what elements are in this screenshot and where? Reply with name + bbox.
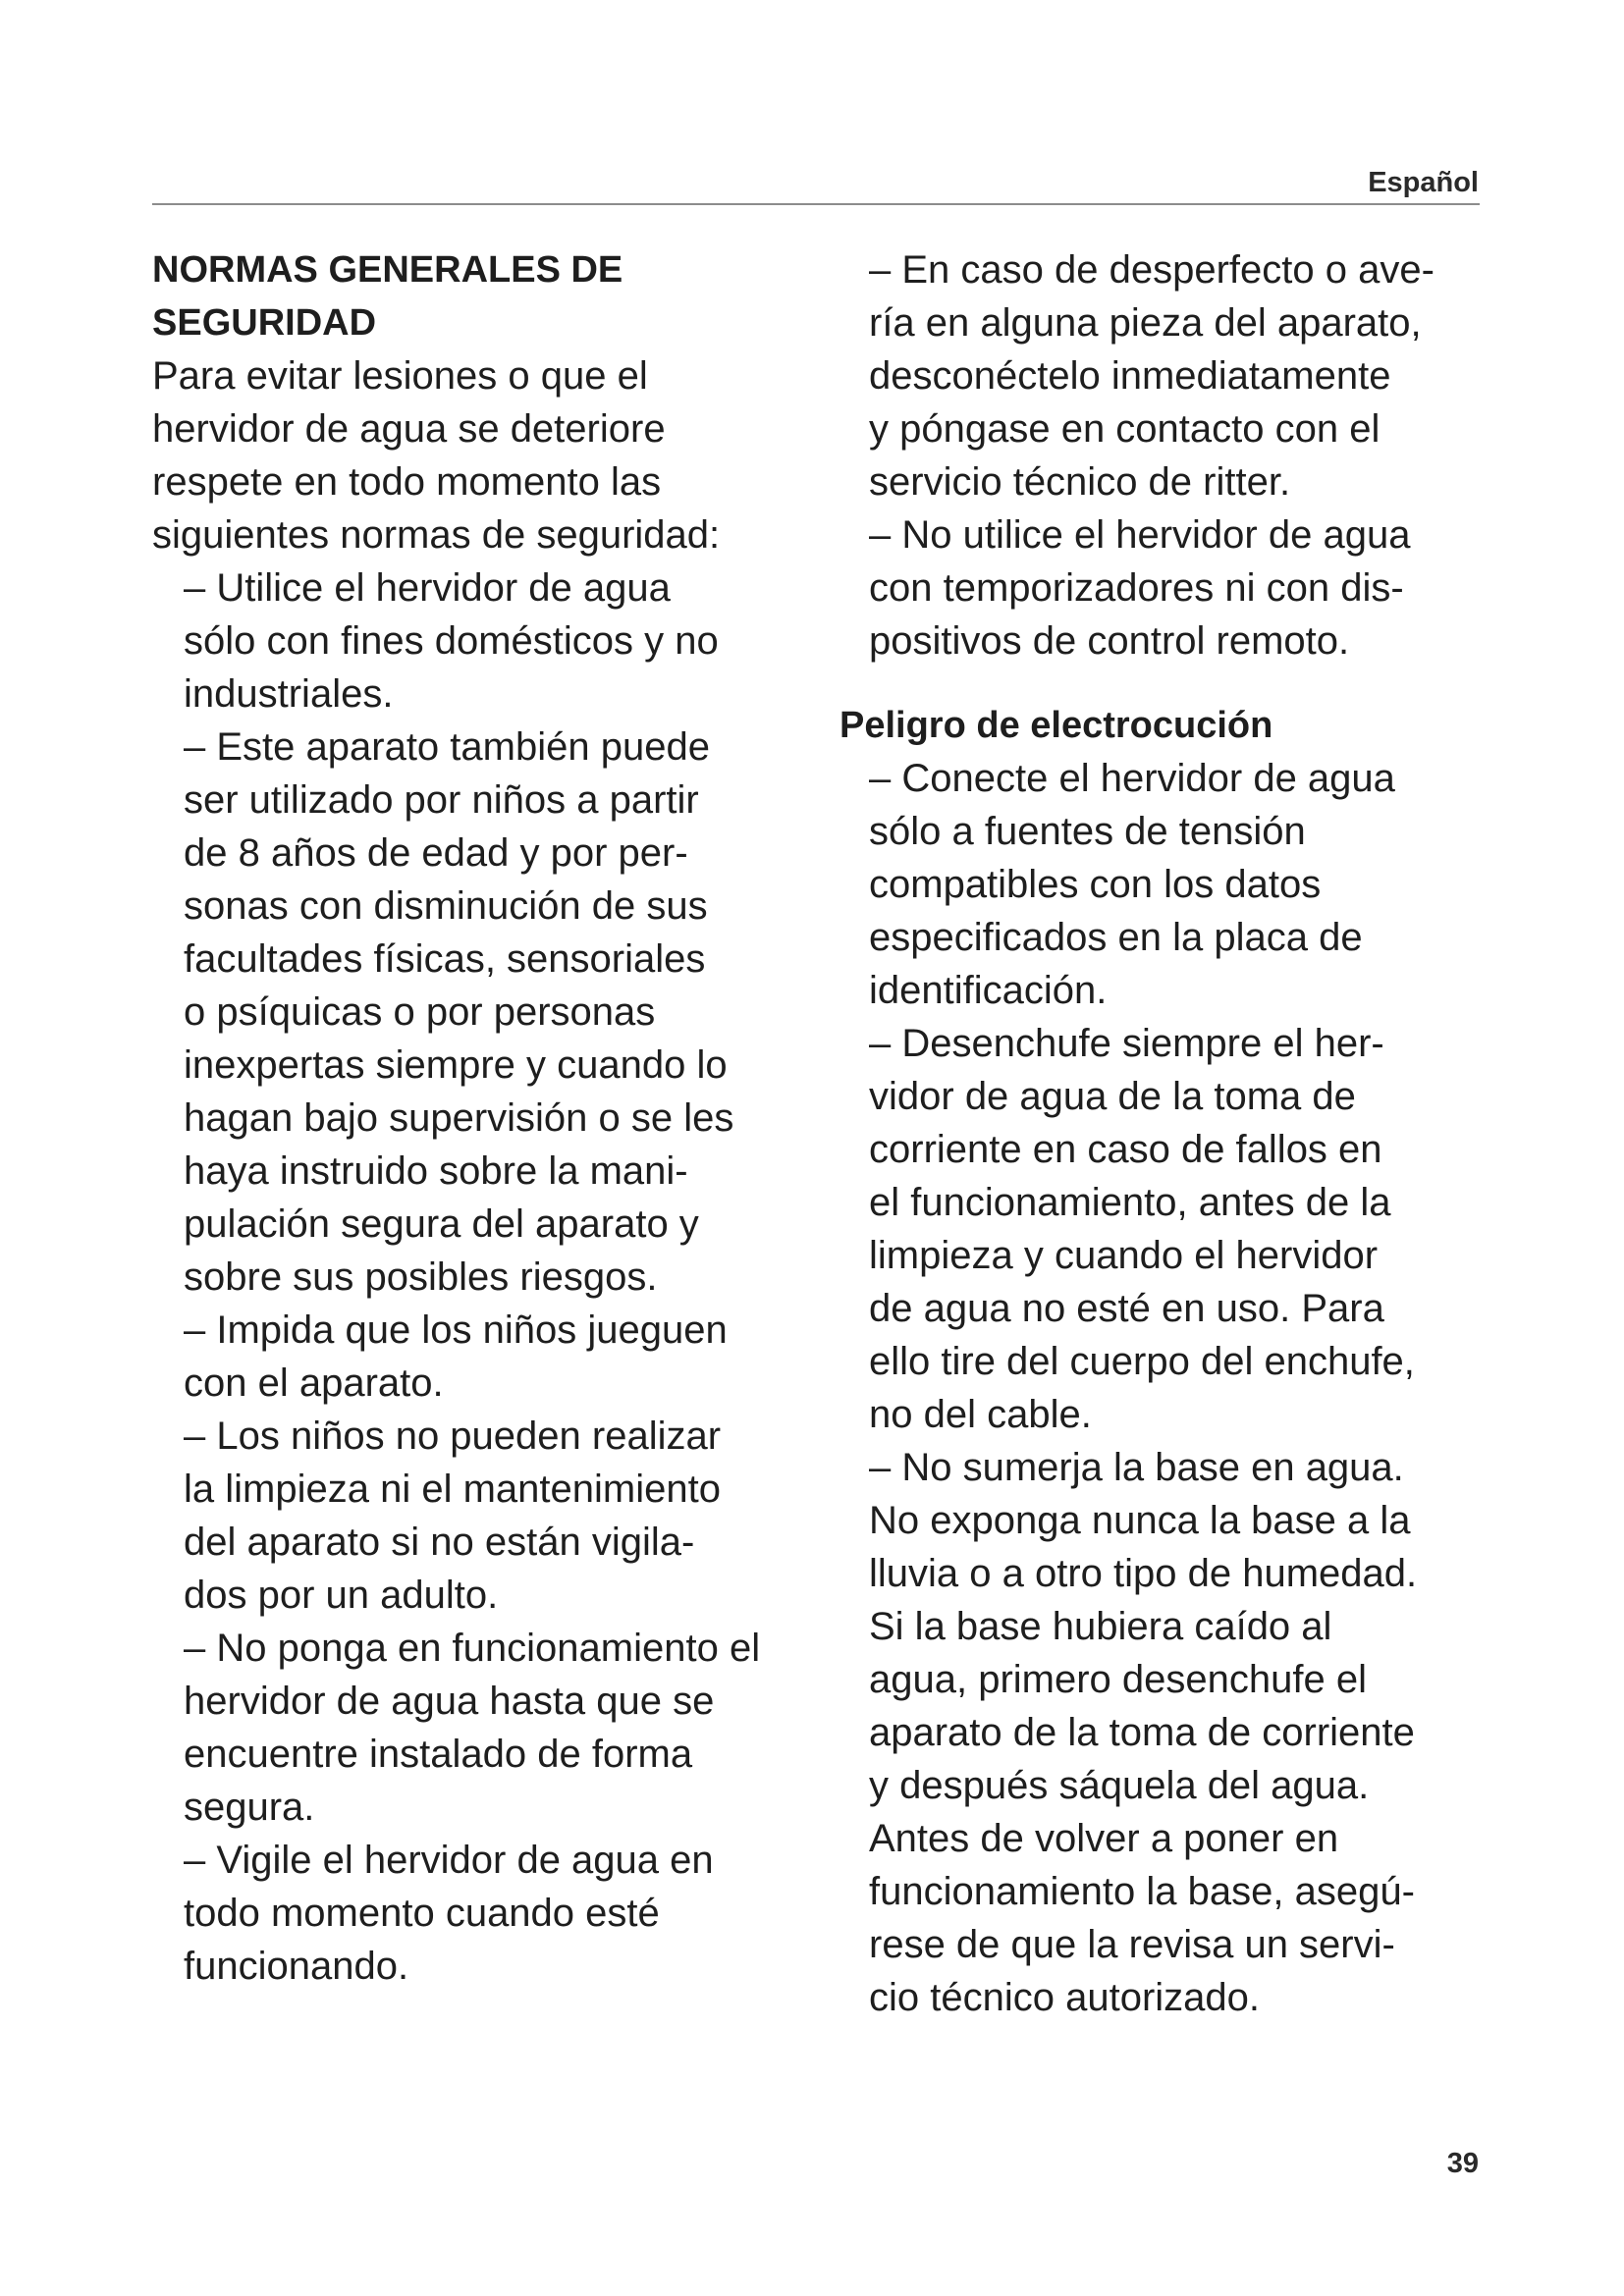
list-line: aparato de la toma de corriente [869,1711,1415,1754]
list-line: – En caso de desperfecto o ave- [869,248,1435,292]
list-line: de agua no esté en uso. Para [869,1287,1384,1330]
continued-list [839,243,1488,667]
list-line: – No ponga en funcionamiento el [184,1627,761,1670]
list-line: de 8 años de edad y por per- [184,831,688,875]
list-line: – No sumerja la base en agua. [869,1446,1404,1489]
list-line: corriente en caso de fallos en [869,1128,1382,1171]
spacer [839,667,1488,699]
intro-line: hervidor de agua se deteriore [152,407,666,451]
list-line: desconéctelo inmediatamente [869,354,1391,398]
list-line: segura. [184,1786,315,1829]
list-line: positivos de control remoto. [869,619,1350,663]
list-line: limpieza y cuando el hervidor [869,1234,1379,1277]
list-line: hervidor de agua hasta que se [184,1680,715,1723]
intro-paragraph [152,349,859,561]
safety-list [152,561,859,1993]
list-line: hagan bajo supervisión o se les [184,1096,734,1140]
list-line: servicio técnico de ritter. [869,460,1291,504]
list-line: – Desenchufe siempre el her- [869,1022,1384,1065]
intro-line: Para evitar lesiones o que el [152,354,648,398]
list-line: – Impida que los niños jueguen [184,1308,728,1352]
list-line: sólo con fines domésticos y no [184,619,719,663]
list-line: del aparato si no están vigila- [184,1521,695,1564]
intro-line: siguientes normas de seguridad: [152,513,721,557]
list-line: la limpieza ni el mantenimiento [184,1468,721,1511]
list-line: dos por un adulto. [184,1574,499,1617]
intro-line: respete en todo momento las [152,460,662,504]
list-line: facultades físicas, sensoriales [184,937,706,981]
list-line: – Conecte el hervidor de agua [869,757,1395,800]
list-line: – Los niños no pueden realizar [184,1415,722,1458]
electrocution-list [839,752,1488,2024]
left-column [152,243,859,1993]
list-line: con el aparato. [184,1362,444,1405]
list-line: No exponga nunca la base a la [869,1499,1411,1542]
list-line: Si la base hubiera caído al [869,1605,1332,1648]
list-line: y póngase en contacto con el [869,407,1380,451]
list-line: sonas con disminución de sus [184,884,708,928]
list-line: cio técnico autorizado. [869,1976,1261,2019]
list-line: ser utilizado por niños a partir [184,778,699,822]
header-language: Español [1368,167,1479,198]
list-line: Antes de volver a poner en [869,1817,1339,1860]
subsection-heading: Peligro de electrocución [839,705,1273,746]
list-line: sobre sus posibles riesgos. [184,1255,658,1299]
list-line: haya instruido sobre la mani- [184,1149,688,1193]
list-line: con temporizadores ni con dis- [869,566,1404,610]
list-line: lluvia o a otro tipo de humedad. [869,1552,1418,1595]
list-line: todo momento cuando esté [184,1892,660,1935]
list-line: especificados en la placa de [869,916,1363,959]
header-divider [152,203,1480,205]
list-line: encuentre instalado de forma [184,1733,693,1776]
list-line: industriales. [184,672,394,716]
section-heading-line-2: SEGURIDAD [152,302,377,344]
list-line: agua, primero desenchufe el [869,1658,1367,1701]
list-line: – No utilice el hervidor de agua [869,513,1411,557]
list-line: pulación segura del aparato y [184,1202,699,1246]
list-line: no del cable. [869,1393,1092,1436]
section-heading-line-1: NORMAS GENERALES DE [152,249,623,291]
list-line: funcionando. [184,1945,409,1988]
list-line: – Vigile el hervidor de agua en [184,1839,714,1882]
list-line: ría en alguna pieza del aparato, [869,301,1422,345]
list-line: el funcionamiento, antes de la [869,1181,1391,1224]
list-line: o psíquicas o por personas [184,990,656,1034]
right-column [839,243,1488,2024]
list-line: y después sáquela del agua. [869,1764,1370,1807]
list-line: identificación. [869,969,1108,1012]
list-line: vidor de agua de la toma de [869,1075,1356,1118]
list-line: – Utilice el hervidor de agua [184,566,671,610]
list-line: sólo a fuentes de tensión [869,810,1306,853]
list-line: – Este aparato también puede [184,725,710,769]
list-line: rese de que la revisa un servi- [869,1923,1395,1966]
page-number: 39 [1446,2148,1479,2179]
list-line: funcionamiento la base, asegú- [869,1870,1415,1913]
list-line: ello tire del cuerpo del enchufe, [869,1340,1415,1383]
list-line: inexpertas siempre y cuando lo [184,1043,728,1087]
list-line: compatibles con los datos [869,863,1322,906]
